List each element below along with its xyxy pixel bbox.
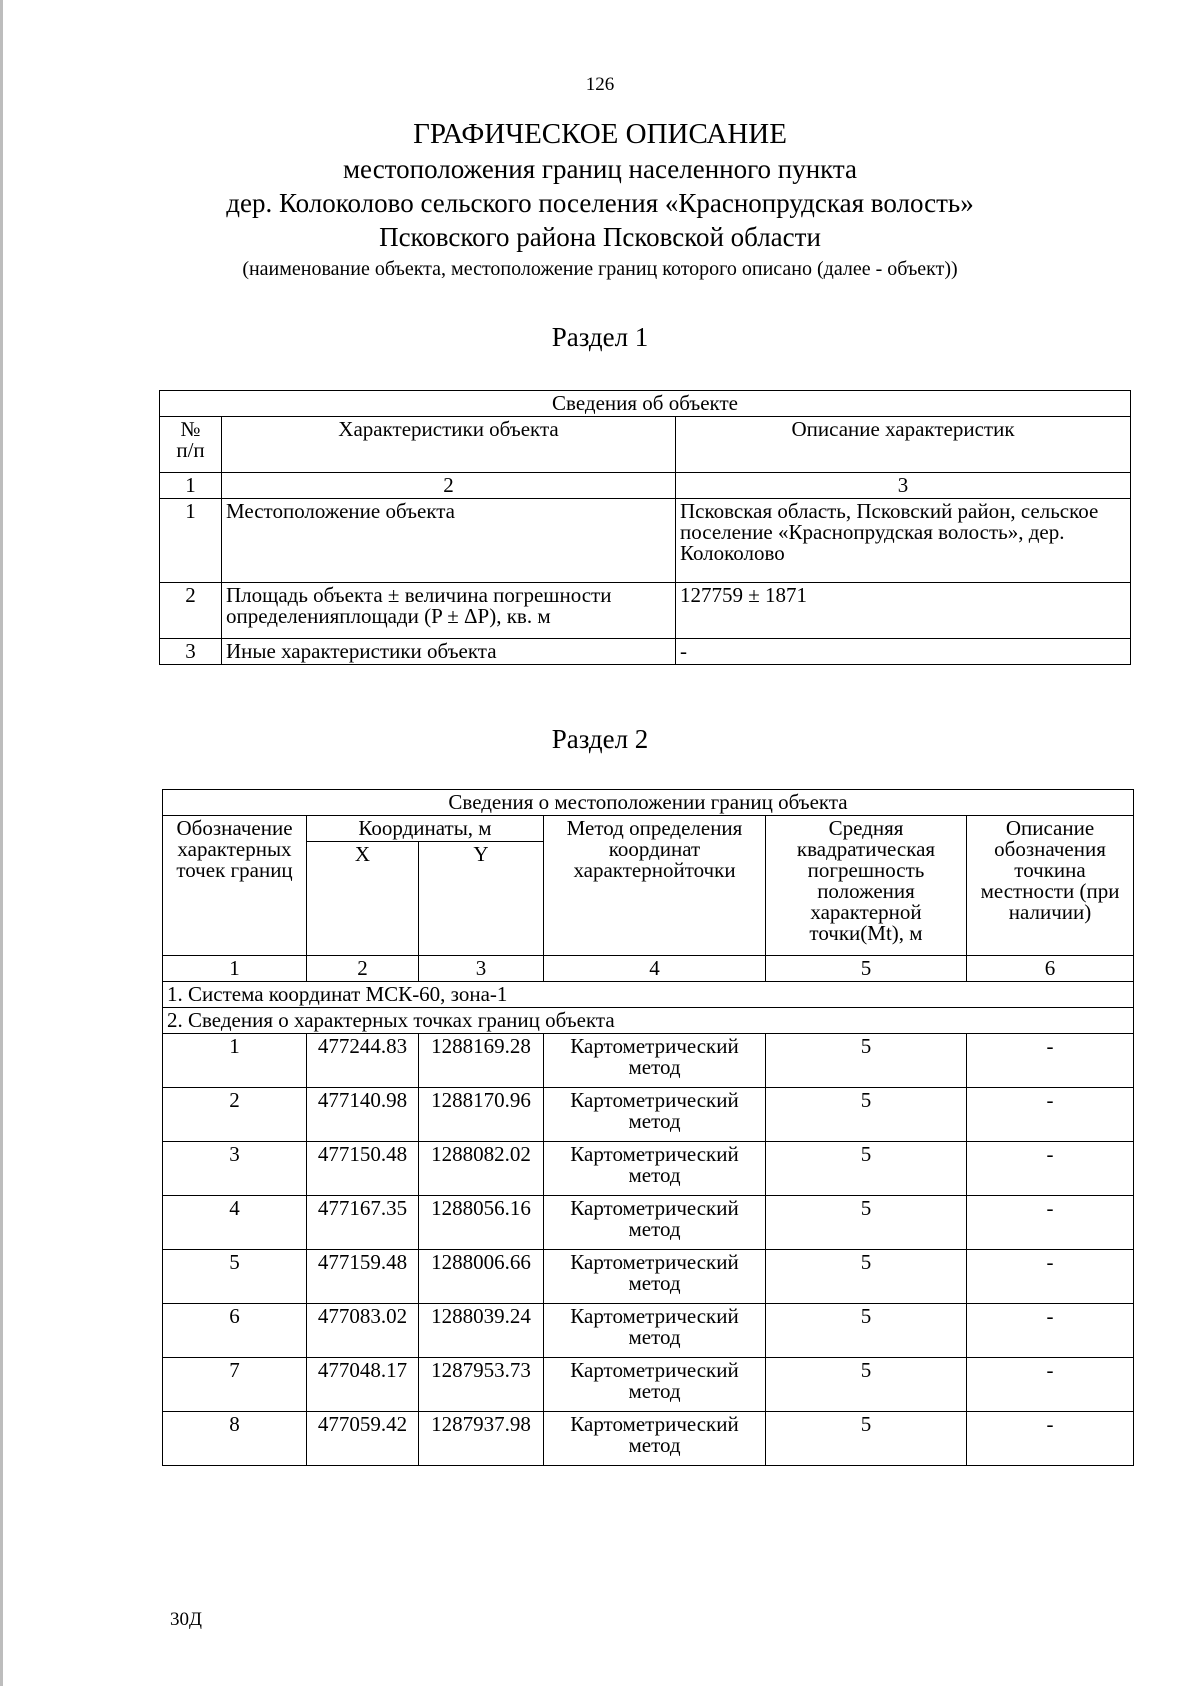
point-error: 5 [766,1358,967,1412]
point-x: 477159.48 [307,1250,419,1304]
point-method: Картометрический метод [544,1358,766,1412]
index-cell: 1 [160,473,222,499]
row-description: - [676,639,1131,665]
index-cell: 4 [544,956,766,982]
point-y: 1288082.02 [419,1142,544,1196]
point-description: - [967,1304,1134,1358]
title-line-2: дер. Колоколово сельского поселения «Краснопрудская волость» [226,188,974,218]
row-description: Псковская область, Псковский район, сельское поселение «Краснопрудская волость», дер. Колоколово [676,499,1131,583]
col-header-y: Y [419,842,544,956]
point-x: 477059.42 [307,1412,419,1466]
row-num: 2 [160,583,222,639]
col-header-coords: Координаты, м [307,816,544,842]
section-1-title: Раздел 1 [551,322,649,352]
point-number: 1 [163,1034,307,1088]
point-x: 477244.83 [307,1034,419,1088]
point-number: 4 [163,1196,307,1250]
index-cell: 5 [766,956,967,982]
index-cell: 3 [676,473,1131,499]
col-header-characteristic: Характеристики объекта [222,417,676,473]
page-number: 126 [585,74,615,95]
point-x: 477083.02 [307,1304,419,1358]
title-note: (наименование объекта, местоположение границ которого описано (далее - объект)) [242,258,958,280]
index-cell: 2 [222,473,676,499]
point-method: Картометрический метод [544,1250,766,1304]
col-header-point: Обозначение характерных точек границ [163,816,307,956]
table-row [163,1250,1134,1304]
table-row [163,1088,1134,1142]
point-y: 1287937.98 [419,1412,544,1466]
row-num: 1 [160,499,222,583]
point-number: 7 [163,1358,307,1412]
point-y: 1288169.28 [419,1034,544,1088]
point-y: 1288039.24 [419,1304,544,1358]
point-error: 5 [766,1412,967,1466]
point-number: 6 [163,1304,307,1358]
col-header-point-desc: Описание обозначения точкина местности (при наличии) [967,816,1134,956]
point-method: Картометрический метод [544,1412,766,1466]
point-description: - [967,1358,1134,1412]
point-description: - [967,1196,1134,1250]
col-header-description: Описание характеристик [676,417,1131,473]
table-row [163,1358,1134,1412]
point-y: 1287953.73 [419,1358,544,1412]
table-caption: Сведения о местоположении границ объекта [163,790,1134,816]
point-number: 5 [163,1250,307,1304]
col-header-x: X [307,842,419,956]
table-row [163,1034,1134,1088]
point-method: Картометрический метод [544,1088,766,1142]
footer-code: 30Д [170,1609,202,1630]
col-header-method: Метод определения координат характернойточки [544,816,766,956]
table-row [160,639,1131,665]
point-method: Картометрический метод [544,1034,766,1088]
point-method: Картометрический метод [544,1196,766,1250]
row-characteristic: Иные характеристики объекта [222,639,676,665]
table-row [163,1142,1134,1196]
point-description: - [967,1034,1134,1088]
point-method: Картометрический метод [544,1142,766,1196]
point-error: 5 [766,1034,967,1088]
title-line-3: Псковского района Псковской области [379,222,821,252]
table-row [160,583,1131,639]
point-x: 477140.98 [307,1088,419,1142]
table-row [163,1196,1134,1250]
index-cell: 6 [967,956,1134,982]
point-description: - [967,1088,1134,1142]
point-method: Картометрический метод [544,1304,766,1358]
index-cell: 1 [163,956,307,982]
boundary-points-table [162,789,1134,1466]
table-caption: Сведения об объекте [160,391,1131,417]
point-x: 477150.48 [307,1142,419,1196]
table-row [160,499,1131,583]
index-cell: 3 [419,956,544,982]
section-2-title: Раздел 2 [551,724,649,754]
point-number: 2 [163,1088,307,1142]
point-description: - [967,1412,1134,1466]
col-header-error: Средняя квадратическая погрешность положения характерной точки(Mt), м [766,816,967,956]
point-y: 1288056.16 [419,1196,544,1250]
table-row [163,1412,1134,1466]
point-description: - [967,1250,1134,1304]
point-y: 1288006.66 [419,1250,544,1304]
point-error: 5 [766,1142,967,1196]
row-characteristic: Местоположение объекта [222,499,676,583]
point-error: 5 [766,1196,967,1250]
coordinate-system-row: 1. Система координат МСК-60, зона-1 [163,982,1134,1008]
row-characteristic: Площадь объекта ± величина погрешности определенияплощади (P ± ΔP), кв. м [222,583,676,639]
point-number: 8 [163,1412,307,1466]
document-title: ГРАФИЧЕСКОЕ ОПИСАНИЕ [413,118,787,150]
point-y: 1288170.96 [419,1088,544,1142]
point-error: 5 [766,1304,967,1358]
point-error: 5 [766,1250,967,1304]
point-x: 477167.35 [307,1196,419,1250]
table-row [163,1304,1134,1358]
row-description: 127759 ± 1871 [676,583,1131,639]
index-cell: 2 [307,956,419,982]
col-header-num: № п/п [160,417,222,473]
point-number: 3 [163,1142,307,1196]
point-x: 477048.17 [307,1358,419,1412]
point-error: 5 [766,1088,967,1142]
object-info-table [159,390,1131,665]
point-description: - [967,1142,1134,1196]
row-num: 3 [160,639,222,665]
title-line-1: местоположения границ населенного пункта [342,154,858,184]
points-section-row: 2. Сведения о характерных точках границ объекта [163,1008,1134,1034]
